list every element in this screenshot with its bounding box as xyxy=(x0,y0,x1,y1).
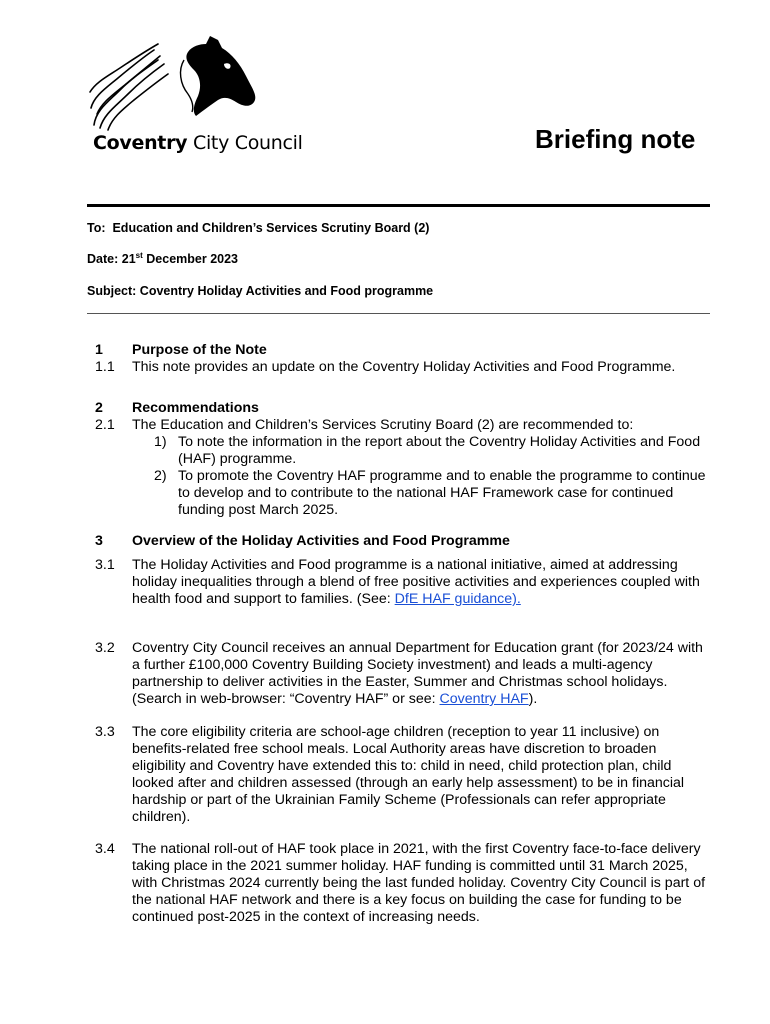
paragraph-number: 2.1 xyxy=(95,417,115,433)
section-title: Recommendations xyxy=(132,400,259,416)
section-heading xyxy=(87,400,710,417)
section-number: 1 xyxy=(95,342,103,358)
paragraph xyxy=(87,724,710,826)
section-title: Purpose of the Note xyxy=(132,342,267,358)
list-item-number: 2) xyxy=(154,468,167,484)
paragraph-text: This note provides an update on the Coventry Holiday Activities and Food Programme. xyxy=(132,359,676,375)
paragraph-text: The core eligibility criteria are school-age children (reception to year 11 inclusive) on benefits-related free school meals. Local Authority areas have discretion to broaden eligibility and Coventry have extended this to: child in need, child protection plan, child looked after and children assessed (through an early help assessment) to be in financial hardship or part of the Ukrainian Family Scheme (Professionals can refer appropriate children). xyxy=(132,724,685,825)
council-name xyxy=(93,132,303,154)
paragraph-number: 3.1 xyxy=(95,557,115,573)
paragraph-text: The national roll-out of HAF took place in 2021, with the first Coventry face-to-face delivery taking place in the 2021 summer holiday. HAF funding is committed until 31 March 2025, with Christmas 2024 currently being the last funded holiday. Coventry City Council is part of the national HAF network and there is a key focus on building the case for funding to be continued post-2025 in the context of increasing needs. xyxy=(132,841,706,925)
section-number: 3 xyxy=(95,533,103,549)
meta-date-rest: December 2023 xyxy=(146,252,238,266)
paragraph xyxy=(87,417,710,434)
paragraph-text: Coventry City Council receives an annual Department for Education grant (for 2023/24 with a further £100,000 Coventry Building Society investment) and leads a multi-agency partnership to deliver activities in the Easter, Summer and Christmas school holidays. (Search in web-browser: “Coventry HAF” or see: xyxy=(132,640,703,707)
section-1 xyxy=(87,342,710,376)
meta-subject-label: Subject: xyxy=(87,284,137,298)
meta-date-suffix: st xyxy=(135,251,143,260)
meta-date-day: 21 xyxy=(121,252,136,266)
header-divider xyxy=(87,204,710,207)
paragraph-number: 3.2 xyxy=(95,640,115,656)
meta-to-label: To: xyxy=(87,221,106,235)
paragraph xyxy=(87,557,710,608)
paragraph-3-3 xyxy=(87,724,710,826)
section-number: 2 xyxy=(95,400,103,416)
paragraph-number: 3.3 xyxy=(95,724,115,740)
dfe-haf-guidance-link[interactable]: DfE HAF guidance). xyxy=(394,591,521,607)
page-title: Briefing note xyxy=(535,124,696,154)
recommendation-list xyxy=(87,434,710,519)
paragraph-3-2 xyxy=(87,640,710,708)
list-item-number: 1) xyxy=(154,434,167,450)
paragraph-number: 1.1 xyxy=(95,359,115,375)
meta-date-label: Date: xyxy=(87,252,119,266)
council-horse-logo xyxy=(88,30,263,140)
section-heading xyxy=(87,342,710,359)
meta-subject-value: Coventry Holiday Activities and Food programme xyxy=(139,284,434,298)
paragraph xyxy=(87,640,710,708)
section-heading xyxy=(87,533,710,550)
list-item xyxy=(87,434,710,468)
section-title: Overview of the Holiday Activities and Food Programme xyxy=(132,533,510,549)
list-item xyxy=(87,468,710,519)
council-name-rest: City Council xyxy=(187,132,303,154)
paragraph-tail: ). xyxy=(528,691,538,707)
meta-to-value: Education and Children’s Services Scrutiny Board (2) xyxy=(112,221,430,235)
paragraph-text: The Holiday Activities and Food programme is a national initiative, aimed at addressing holiday inequalities through a blend of free positive activities and experiences coupled with health food and support to families. (See: xyxy=(132,557,700,607)
paragraph xyxy=(87,359,710,376)
council-name-bold: Coventry xyxy=(93,132,188,154)
paragraph-3-4 xyxy=(87,841,710,926)
coventry-haf-link[interactable]: Coventry HAF xyxy=(439,691,529,707)
section-3 xyxy=(87,533,710,550)
meta-divider xyxy=(87,313,710,314)
list-item-text: To promote the Coventry HAF programme and to enable the programme to continue to develop and to contribute to the national HAF Framework case for continued funding post March 2025. xyxy=(178,468,706,518)
paragraph-number: 3.4 xyxy=(95,841,115,857)
section-2 xyxy=(87,400,710,519)
meta-date xyxy=(87,252,238,266)
paragraph-text: The Education and Children’s Services Scrutiny Board (2) are recommended to: xyxy=(132,417,634,433)
meta-to xyxy=(87,221,429,235)
paragraph xyxy=(87,841,710,926)
meta-subject xyxy=(87,284,433,298)
paragraph-3-1 xyxy=(87,557,710,608)
list-item-text: To note the information in the report about the Coventry Holiday Activities and Food (HAF) programme. xyxy=(178,434,701,467)
